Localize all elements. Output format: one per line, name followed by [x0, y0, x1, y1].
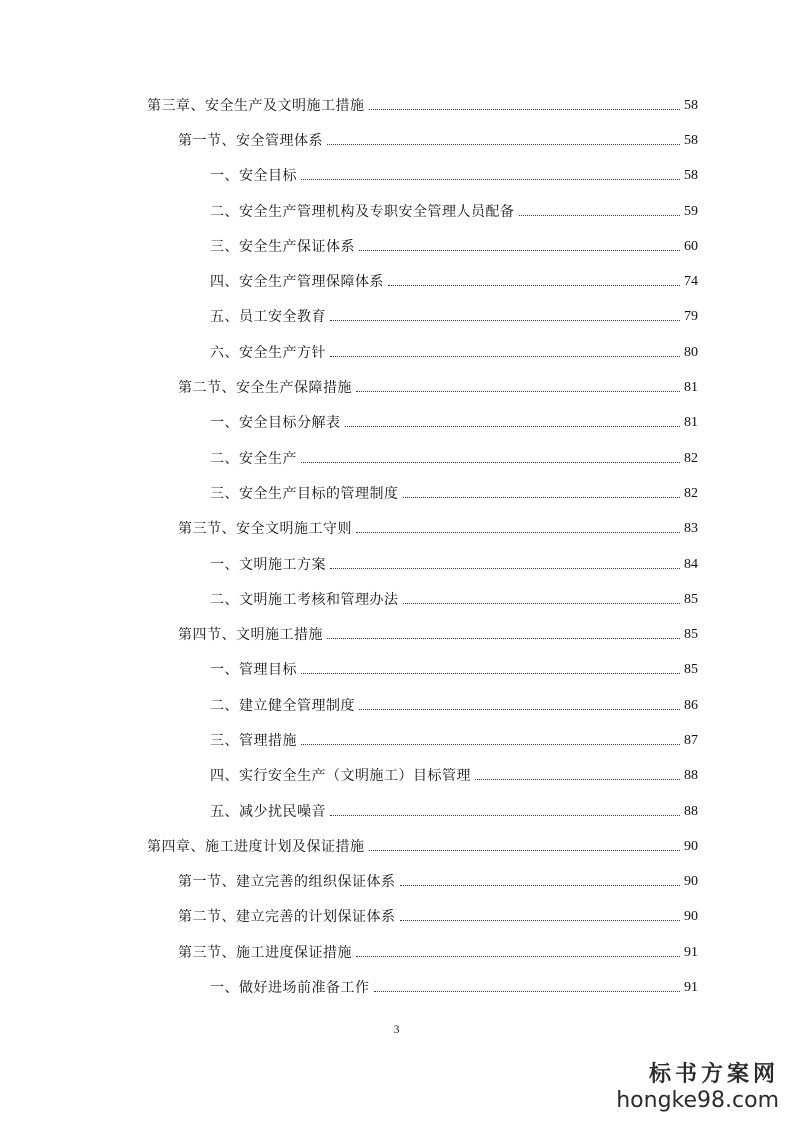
toc-entry-title: 二、建立健全管理制度 [210, 697, 355, 714]
toc-entry-title: 一、做好进场前准备工作 [210, 980, 370, 997]
toc-dot-leader [327, 637, 680, 639]
toc-dot-leader [403, 602, 681, 604]
toc-entry-title: 一、安全目标分解表 [210, 415, 341, 432]
toc-entry-page-number: 90 [684, 874, 698, 890]
toc-entry-title: 二、安全生产 [210, 450, 297, 467]
toc-entry[interactable] [0, 759, 793, 794]
toc-entry-page-number: 84 [684, 556, 698, 572]
toc-entry[interactable] [0, 617, 793, 652]
toc-entry-page-number: 85 [684, 591, 698, 607]
toc-entry[interactable] [0, 406, 793, 441]
toc-entry-page-number: 59 [684, 203, 698, 219]
toc-entry[interactable] [0, 194, 793, 229]
toc-dot-leader [301, 178, 680, 180]
toc-entry-page-number: 90 [684, 838, 698, 854]
toc-dot-leader [359, 249, 680, 251]
toc-entry-page-number: 86 [684, 697, 698, 713]
toc-entry-title: 六、安全生产方针 [210, 344, 326, 361]
watermark-url-text: hongke98.com [616, 1088, 779, 1113]
toc-entry-page-number: 81 [684, 415, 698, 431]
toc-entry-title: 第三节、施工进度保证措施 [178, 944, 352, 961]
toc-dot-leader [475, 778, 680, 780]
toc-entry-title: 第一节、安全管理体系 [178, 132, 323, 149]
watermark-logo [616, 1062, 779, 1114]
toc-entry-title: 三、管理措施 [210, 732, 297, 749]
toc-entry-page-number: 88 [684, 803, 698, 819]
toc-entry[interactable] [0, 653, 793, 688]
toc-entry-title: 四、实行安全生产（文明施工）目标管理 [210, 768, 471, 785]
toc-dot-leader [330, 814, 680, 816]
toc-entry-title: 二、文明施工考核和管理办法 [210, 591, 399, 608]
toc-dot-leader [369, 849, 681, 851]
toc-entry-page-number: 90 [684, 909, 698, 925]
toc-entry-title: 第三章、安全生产及文明施工措施 [147, 97, 365, 114]
toc-entry-title: 二、安全生产管理机构及专职安全管理人员配备 [210, 203, 515, 220]
toc-dot-leader [356, 955, 680, 957]
toc-entry-title: 第一节、建立完善的组织保证体系 [178, 874, 396, 891]
toc-dot-leader [327, 143, 680, 145]
toc-dot-leader [301, 743, 680, 745]
toc-dot-leader [356, 531, 680, 533]
toc-entry-page-number: 80 [684, 344, 698, 360]
toc-entry[interactable] [0, 370, 793, 405]
toc-entry-page-number: 91 [684, 944, 698, 960]
toc-entry-title: 五、员工安全教育 [210, 309, 326, 326]
toc-entry[interactable] [0, 935, 793, 970]
toc-dot-leader [374, 990, 681, 992]
toc-entry-page-number: 60 [684, 238, 698, 254]
toc-entry[interactable] [0, 476, 793, 511]
toc-entry-title: 第四章、施工进度计划及保证措施 [147, 838, 365, 855]
toc-entry-title: 一、管理目标 [210, 662, 297, 679]
page-number: 3 [393, 1022, 400, 1036]
toc-entry-title: 第三节、安全文明施工守则 [178, 521, 352, 538]
toc-entry-page-number: 85 [684, 662, 698, 678]
toc-entry[interactable] [0, 300, 793, 335]
toc-dot-leader [330, 319, 680, 321]
toc-entry[interactable] [0, 441, 793, 476]
toc-dot-leader [301, 672, 680, 674]
toc-entry-title: 第二节、建立完善的计划保证体系 [178, 909, 396, 926]
toc-entry-page-number: 58 [684, 168, 698, 184]
toc-entry-title: 第四节、文明施工措施 [178, 627, 323, 644]
toc-entry[interactable] [0, 865, 793, 900]
toc-entry-title: 第二节、安全生产保障措施 [178, 380, 352, 397]
toc-entry[interactable] [0, 794, 793, 829]
toc-dot-leader [400, 919, 681, 921]
toc-entry-page-number: 83 [684, 521, 698, 537]
toc-dot-leader [330, 567, 680, 569]
toc-dot-leader [400, 884, 681, 886]
toc-dot-leader [345, 425, 681, 427]
toc-entry[interactable] [0, 88, 793, 123]
toc-dot-leader [388, 284, 680, 286]
toc-entry[interactable] [0, 829, 793, 864]
watermark-cn-text: 标书方案网 [648, 1062, 779, 1087]
toc-entry-page-number: 85 [684, 627, 698, 643]
toc-entry[interactable] [0, 582, 793, 617]
toc-entry-page-number: 58 [684, 132, 698, 148]
toc-entry-page-number: 82 [684, 450, 698, 466]
toc-dot-leader [359, 708, 680, 710]
toc-dot-leader [369, 108, 681, 110]
toc-entry[interactable] [0, 159, 793, 194]
toc-dot-leader [519, 214, 681, 216]
toc-entry-page-number: 88 [684, 768, 698, 784]
toc-entry-page-number: 74 [684, 274, 698, 290]
toc-entry-title: 四、安全生产管理保障体系 [210, 274, 384, 291]
toc-entry[interactable] [0, 970, 793, 1005]
toc-dot-leader [301, 461, 680, 463]
toc-entry[interactable] [0, 688, 793, 723]
toc-entry-title: 五、减少扰民噪音 [210, 803, 326, 820]
toc-dot-leader [330, 355, 680, 357]
toc-entry-page-number: 87 [684, 732, 698, 748]
toc-entry-title: 一、文明施工方案 [210, 556, 326, 573]
toc-entry-page-number: 81 [684, 380, 698, 396]
toc-entry[interactable] [0, 723, 793, 758]
toc-entry-title: 三、安全生产保证体系 [210, 238, 355, 255]
toc-entry-page-number: 91 [684, 980, 698, 996]
toc-entry[interactable] [0, 123, 793, 158]
toc-entry[interactable] [0, 547, 793, 582]
toc-entry[interactable] [0, 900, 793, 935]
toc-entry-page-number: 82 [684, 485, 698, 501]
table-of-contents [0, 88, 793, 1006]
toc-entry-page-number: 79 [684, 309, 698, 325]
toc-entry[interactable] [0, 512, 793, 547]
toc-dot-leader [356, 390, 680, 392]
toc-entry[interactable] [0, 229, 793, 264]
toc-entry-title: 三、安全生产目标的管理制度 [210, 485, 399, 502]
toc-entry-page-number: 58 [684, 97, 698, 113]
toc-entry[interactable] [0, 335, 793, 370]
toc-entry[interactable] [0, 264, 793, 299]
toc-dot-leader [403, 496, 681, 498]
toc-entry-title: 一、安全目标 [210, 168, 297, 185]
